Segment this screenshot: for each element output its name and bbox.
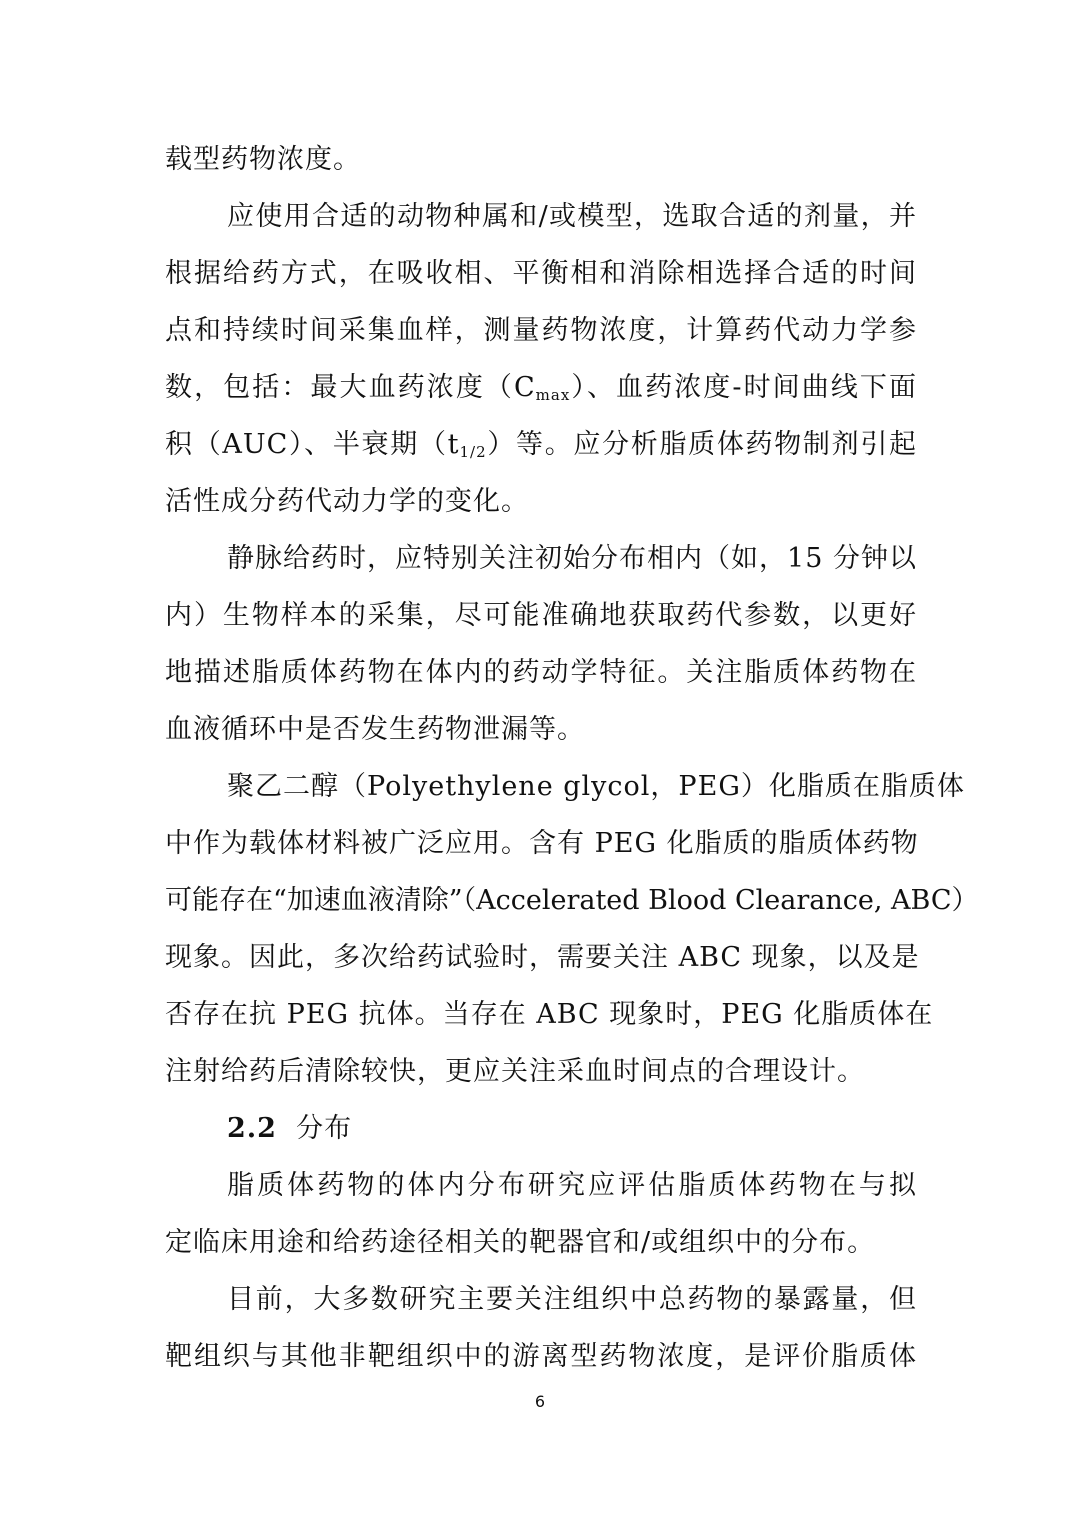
text-line — [165, 368, 917, 408]
text-line — [165, 425, 917, 465]
text-line: 载型药物浓度。 — [165, 144, 361, 175]
text-line: 地描述脂质体药物在体内的药动学特征。关注脂质体药物在 — [165, 657, 917, 688]
text-line: 聚乙二醇（Polyethylene glycol，PEG）化脂质在脂质体 — [227, 771, 965, 802]
section-heading — [165, 1109, 917, 1149]
text-line: 脂质体药物的体内分布研究应评估脂质体药物在与拟 — [227, 1170, 917, 1201]
text-line: 根据给药方式，在吸收相、平衡相和消除相选择合适的时间 — [165, 258, 917, 289]
text-line: 内）生物样本的采集，尽可能准确地获取药代参数，以更好 — [165, 600, 917, 631]
text-line: 可能存在“加速血液清除”（Accelerated Blood Clearance, ABC） — [165, 885, 979, 916]
text-line: 目前，大多数研究主要关注组织中总药物的暴露量，但 — [227, 1284, 917, 1315]
section-number: 2.2 — [227, 1113, 277, 1144]
subscript: max — [535, 386, 571, 404]
section-title: 分布 — [296, 1113, 353, 1144]
text-line: 否存在抗 PEG 抗体。当存在 ABC 现象时，PEG 化脂质体在 — [165, 999, 934, 1030]
text-line: 定临床用途和给药途径相关的靶器官和/或组织中的分布。 — [165, 1227, 876, 1258]
text-line: 点和持续时间采集血样，测量药物浓度，计算药代动力学参 — [165, 315, 917, 346]
subscript: 1/2 — [459, 443, 487, 461]
text-fragment: ）、血药浓度-时间曲线下面 — [570, 372, 917, 403]
page-number: 6 — [534, 1392, 546, 1411]
text-line: 静脉给药时，应特别关注初始分布相内（如，15 分钟以 — [227, 543, 917, 574]
text-line: 活性成分药代动力学的变化。 — [165, 486, 529, 517]
text-line: 现象。因此，多次给药试验时，需要关注 ABC 现象，以及是 — [165, 942, 920, 973]
text-line: 血液循环中是否发生药物泄漏等。 — [165, 714, 585, 745]
text-line: 中作为载体材料被广泛应用。含有 PEG 化脂质的脂质体药物 — [165, 828, 919, 859]
text-fragment: ）等。应分析脂质体药物制剂引起 — [486, 429, 918, 460]
text-fragment: 积（AUC）、半衰期（t — [165, 429, 460, 460]
text-fragment: 数，包括：最大血药浓度（C — [165, 372, 536, 403]
text-line: 应使用合适的动物种属和/或模型，选取合适的剂量，并 — [227, 201, 917, 232]
text-line: 靶组织与其他非靶组织中的游离型药物浓度，是评价脂质体 — [165, 1341, 917, 1372]
text-line: 注射给药后清除较快，更应关注采血时间点的合理设计。 — [165, 1056, 865, 1087]
